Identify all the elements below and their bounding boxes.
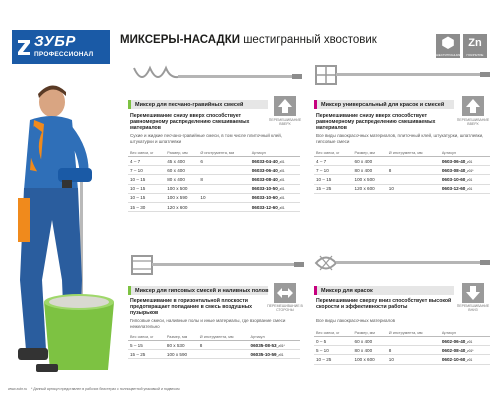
sku-suffix: _z01	[465, 357, 473, 362]
sku-suffix: _z01	[277, 177, 285, 182]
col-sku: Артикул	[249, 334, 300, 341]
section2-desc: Все виды лакокрасочных материалов, плиточный клей, штукатурки, шпатлевки, гипсовые смеси	[316, 133, 484, 144]
col-weight: Вес смеси, кг	[128, 150, 165, 157]
section3-desc: Гипсовые смеси, наливные полы и иные материалы, где взорвание смеси нежелательно	[130, 318, 286, 329]
cell-weight: 10 – 15	[128, 193, 165, 202]
sku-suffix: _z01	[465, 177, 473, 182]
sku-suffix: _z01	[276, 352, 284, 357]
section4-header	[314, 286, 454, 295]
cell-diameter	[387, 175, 440, 184]
col-weight: Вес смеси, кг	[314, 330, 353, 337]
col-sku: Артикул	[250, 150, 300, 157]
arrow-down-icon	[462, 283, 484, 303]
cell-weight: 10 – 15	[128, 184, 165, 193]
cell-size: 100 x 500	[165, 184, 198, 193]
cell-weight: 15 – 25	[128, 350, 165, 359]
cell-diameter	[198, 350, 249, 359]
cell-diameter: 8	[387, 166, 440, 175]
cell-size: 80 x 400	[353, 166, 387, 175]
cell-diameter	[198, 184, 249, 193]
cell-sku	[249, 341, 300, 350]
cell-size: 80 x 400	[353, 346, 387, 355]
cell-diameter: 10	[387, 355, 440, 364]
table-row	[128, 184, 300, 193]
table-row	[128, 166, 300, 175]
paddle-mixer-image	[312, 62, 492, 88]
cell-size: 120 x 600	[353, 184, 387, 193]
cell-sku	[250, 166, 300, 175]
table-row	[314, 157, 490, 166]
page-title-rest: шестигранный хвостовик	[240, 34, 377, 46]
brand-logo	[12, 30, 110, 64]
section3-arrow-label: ПЕРЕМЕШИВАНИЕ В СТОРОНЫ	[267, 304, 303, 312]
sku-code: 06035-10-59	[250, 351, 277, 357]
section1-arrow-label: ПЕРЕМЕШИВАНИЕ ВВЕРХ	[268, 118, 302, 126]
cell-size: 100 x 500	[353, 175, 387, 184]
sku-code: 0603-08-40	[441, 167, 466, 173]
cell-diameter	[387, 157, 440, 166]
section4-title: Миксер для красок	[321, 287, 373, 294]
cell-sku	[440, 337, 490, 346]
cell-size: 100 x 590	[165, 350, 198, 359]
section2-arrow	[462, 96, 484, 116]
sku-code: 06033-12-60	[251, 204, 278, 210]
col-sku: Артикул	[440, 330, 490, 337]
cell-sku	[250, 202, 300, 211]
brand-subtitle: ПРОФЕССИОНАЛ	[34, 51, 94, 58]
section2-header	[314, 100, 454, 109]
cell-diameter	[387, 337, 440, 346]
cell-diameter: 10	[198, 193, 249, 202]
section4-table	[314, 330, 490, 365]
footer-site: www.zubr.ru	[8, 387, 28, 391]
table-row	[128, 341, 300, 350]
cell-weight: 15 – 30	[128, 202, 165, 211]
sku-suffix: _z01	[277, 159, 285, 164]
sku-suffix: _z01*	[276, 343, 285, 348]
cell-weight: 10 – 25	[314, 355, 353, 364]
table-row	[314, 337, 490, 346]
col-diameter: Ø инструмента, мм	[198, 334, 249, 341]
table-row	[128, 175, 300, 184]
cell-diameter: 8	[198, 175, 249, 184]
cell-sku	[440, 355, 490, 364]
cell-size: 80 x 400	[165, 175, 198, 184]
worker-photo	[0, 80, 120, 380]
spiral-mixer-image	[128, 64, 304, 90]
section2-title: Миксер универсальный для красок и смесей	[321, 101, 445, 108]
section2-table	[314, 150, 490, 194]
cell-sku	[440, 175, 490, 184]
sku-suffix: _z01*	[465, 168, 474, 173]
table-row	[314, 184, 490, 193]
section2-arrow-label: ПЕРЕМЕШИВАНИЕ ВВЕРХ	[456, 118, 490, 126]
cell-size: 120 x 600	[165, 202, 198, 211]
section1-title: Миксер для песчано-гравийных смесей	[135, 101, 244, 108]
cell-size: 60 x 400	[165, 166, 198, 175]
cell-weight: 15 – 25	[314, 184, 353, 193]
cell-sku	[250, 193, 300, 202]
section1-desc: Сухие и жидкие песчано-гравийные смеси, в том числе плиточный клей, штукатурки и шпатлевки	[130, 133, 283, 144]
col-size: Размер, мм	[353, 150, 387, 157]
cell-sku	[249, 350, 300, 359]
section1-header	[128, 100, 268, 109]
cell-sku	[250, 157, 300, 166]
cell-diameter	[198, 166, 249, 175]
hexagon-icon	[436, 34, 460, 54]
sku-code: 0602-08-40	[441, 347, 466, 353]
cell-size: 100 x 600	[353, 355, 387, 364]
cell-sku	[440, 184, 490, 193]
table-row	[314, 355, 490, 364]
section3-arrow	[274, 283, 296, 303]
cell-weight: 10 – 15	[314, 175, 353, 184]
cell-weight: 5 – 10	[314, 346, 353, 355]
cell-size: 45 x 400	[165, 157, 198, 166]
table-row	[128, 193, 300, 202]
section4-arrow	[462, 283, 484, 303]
sku-code: 06033-10-60	[251, 195, 278, 201]
cell-weight: 10 – 15	[128, 175, 165, 184]
cell-weight: 0 – 5	[314, 337, 353, 346]
section2-lead: Перемешивание снизу вверх способствует равномерному распределению смешиваемых материалов	[316, 113, 436, 131]
brand-name: ЗУБР	[34, 33, 76, 50]
sku-code: 0602-10-60	[441, 356, 466, 362]
cell-weight: 7 – 10	[128, 166, 165, 175]
cell-sku	[250, 184, 300, 193]
cell-sku	[440, 157, 490, 166]
bison-icon	[17, 38, 31, 56]
sku-code: 0603-10-60	[441, 176, 466, 182]
sku-suffix: _z01	[277, 205, 285, 210]
col-diameter: Ø инструмента, мм	[387, 330, 440, 337]
table-row	[128, 202, 300, 211]
cell-weight: 7 – 10	[314, 166, 353, 175]
cell-weight: 4 – 7	[314, 157, 353, 166]
col-size: Размер, мм	[165, 334, 198, 341]
sku-suffix: _z01	[277, 187, 285, 192]
section4-desc: Все виды лакокрасочных материалов	[316, 318, 396, 323]
section4-lead: Перемешивание сверху вниз способствует высокой скорости и эффективности работы	[316, 298, 452, 310]
gypsum-mixer-image	[128, 252, 306, 278]
cell-size: 60 x 400	[353, 337, 387, 346]
zinc-coating-badge	[463, 34, 487, 58]
sku-suffix: _z01*	[465, 348, 474, 353]
sku-code: 06033-04-40	[251, 158, 278, 164]
cell-weight: 4 – 7	[128, 157, 165, 166]
hex-shank-badge	[436, 34, 460, 58]
col-size: Размер, мм	[165, 150, 198, 157]
sku-code: 0602-06-40	[441, 338, 466, 344]
section3-title: Миксер для гипсовых смесей и наливных полов	[135, 287, 269, 294]
col-weight: Вес смеси, кг	[128, 334, 165, 341]
hex-badge-caption: ШЕСТИГРАННИК	[436, 53, 461, 57]
sku-code: 06033-06-40	[251, 167, 278, 173]
zn-label: Zn	[468, 37, 482, 49]
cell-sku	[250, 175, 300, 184]
cell-diameter: 6	[198, 157, 249, 166]
footer	[8, 387, 180, 391]
section1-lead: Перемешивание снизу вверх способствует равномерному распределению смешиваемых материалов	[130, 113, 250, 131]
section1-table	[128, 150, 300, 212]
arrow-sideways-icon	[274, 283, 296, 303]
page-title-bold: МИКСЕРЫ-НАСАДКИ	[120, 34, 240, 46]
paint-mixer-image	[312, 250, 492, 276]
table-row	[314, 346, 490, 355]
cell-sku	[440, 346, 490, 355]
section3-table	[128, 334, 300, 359]
sku-code: 0603-12-60	[441, 186, 466, 192]
col-diameter: Ø инструмента, мм	[387, 150, 440, 157]
cell-size: 80 x 530	[165, 341, 198, 350]
col-weight: Вес смеси, кг	[314, 150, 353, 157]
col-diameter: Ø инструмента, мм	[198, 150, 249, 157]
sku-code: 06033-10-50	[251, 186, 278, 192]
zn-badge-caption: ПОКРЫТИЕ	[466, 53, 484, 57]
section4-arrow-label: ПЕРЕМЕШИВАНИЕ ВНИЗ	[456, 304, 490, 312]
section3-lead: Перемешивание в горизонтальной плоскости предотвращает попадание в смесь воздушных пузырьков	[130, 298, 253, 316]
cell-diameter: 8	[198, 341, 249, 350]
cell-sku	[440, 166, 490, 175]
sku-code: 06035-08-53	[250, 342, 277, 348]
cell-size: 60 x 400	[353, 157, 387, 166]
section3-header	[128, 286, 268, 295]
page-title	[120, 34, 377, 46]
table-row	[314, 166, 490, 175]
cell-diameter: 10	[387, 184, 440, 193]
col-sku: Артикул	[440, 150, 490, 157]
arrow-up-icon	[462, 96, 484, 116]
footer-note: * Данный артикул представлен в рабочих блистерах с полноцветной упаковкой и подвесом	[30, 387, 180, 391]
col-size: Размер, мм	[353, 330, 387, 337]
table-row	[128, 157, 300, 166]
sku-code: 06033-08-40	[251, 176, 278, 182]
sku-suffix: _z01	[465, 187, 473, 192]
sku-code: 0603-06-40	[441, 158, 466, 164]
sku-suffix: _z01	[465, 339, 473, 344]
sku-suffix: _z01	[465, 159, 473, 164]
sku-suffix: _z01	[277, 168, 285, 173]
cell-diameter: 8	[387, 346, 440, 355]
sku-suffix: _z01	[277, 196, 285, 201]
cell-weight: 5 – 15	[128, 341, 165, 350]
table-row	[314, 175, 490, 184]
cell-diameter	[198, 202, 249, 211]
cell-size: 100 x 590	[165, 193, 198, 202]
table-row	[128, 350, 300, 359]
